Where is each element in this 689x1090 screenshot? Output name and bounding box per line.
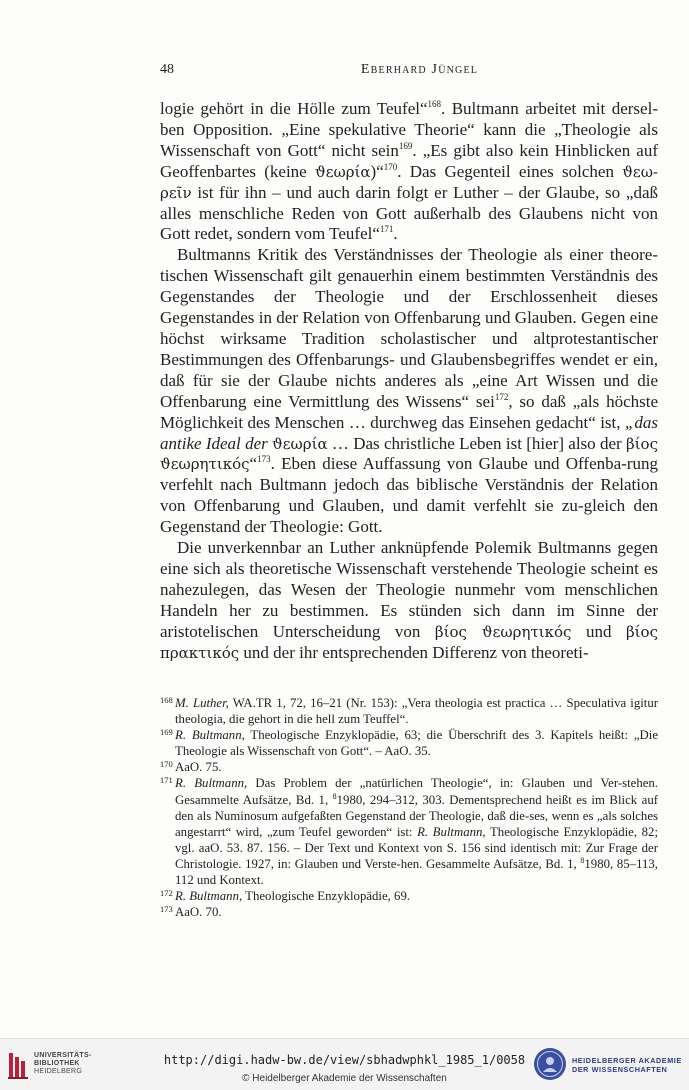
footnote-number: 168 xyxy=(160,695,173,705)
footnote-number: 171 xyxy=(160,775,173,786)
paragraph-2: Bultmanns Kritik des Verständnisses der Theologie als einer theore-tischen Wissenschaft gilt genauerhin einem bestimmten Verständnis des Gegenstandes der Theologie und der Erschlossenheit dieses Gegenstandes in der Relation von Offenbarung und Glauben. Gegen eine höchst wirksame Tradition scholastischer und altprotestantischer Bestimmungen des Offenbarungs- und Glaubensbegriffes wendet er ein, daß für sie der Glaube nichts anderes als „eine Art Wissen und die Offenbarung eine Vermittlung des Wissens“ sei$^{172}$, so daß „als höchste Möglichkeit des Menschen … durchweg das Einsehen gedacht“ ist, „das antike Ideal der ϑεωρία … Das christliche Leben ist [hier] also der βίος ϑεωρητικός“$^{173}$. Eben diese Auffassung von Glaube und Offenba-rung verfehlt nach Bultmann jedoch das biblische Verständnis der Relation von Offenbarung und Glauben, und damit verfehlt sie zu-gleich den Gegenstand der Theologie: Gott. xyxy=(160,245,658,537)
greek-term: ϑεωρία xyxy=(272,434,328,453)
footnote-number: 169 xyxy=(160,727,173,738)
footnote-169: 169 R. Bultmann, Theologische Enzyklopädie, 63; die Überschrift des 3. Kapitels heißt: „Die Theologie als Wissenschaft von Gott“. – AaO. 35. xyxy=(160,727,658,759)
footnote-ref-172[interactable]: 172 xyxy=(494,391,509,402)
footnotes xyxy=(160,695,658,920)
footnote-ref-169[interactable]: 169 xyxy=(398,140,413,151)
footnote-ref-173[interactable]: 173 xyxy=(257,454,271,465)
footnote-170: 170 AaO. 75. xyxy=(160,759,658,775)
running-head-author: Eberhard Jüngel xyxy=(360,62,479,77)
digitization-footer xyxy=(0,1038,689,1090)
footnote-ref-168[interactable]: 168 xyxy=(427,99,442,109)
footnote-172: 172 R. Bultmann, Theologische Enzyklopädie, 69. xyxy=(160,888,658,904)
paragraph-1: logie gehört in die Hölle zum Teufel“$^{168}$. Bultmann arbeitet mit dersel-ben Opposition. „Eine spekulative Theorie“ kann die „Theologie als Wissenschaft von Gott“ nicht sein$^{169}$. „Es gibt also kein Hinblicken auf Geoffenbartes (keine ϑεωρία)“$^{170}$. Das Gegenteil eines solchen ϑεω-ρεῖν ist für ihn – und auch darin folgt er Luther – der Glaube, so „daß alles menschliche Reden von Gott außerhalb des Glaubens nicht von Gott redet, sondern vom Teufel“$^{171}$. xyxy=(160,99,658,244)
page-number: 48 xyxy=(160,62,174,77)
footnote-168: 168 M. Luther, WA.TR 1, 72, 16–21 (Nr. 153): „Vera theologia est practica … Speculativa igitur theologia, die gehort in die hell zum Teuffel“. xyxy=(160,695,658,727)
footnote-ref-170[interactable]: 170 xyxy=(383,161,398,172)
footnote-number: 170 xyxy=(160,759,173,770)
greek-term: βίος πρακτικός xyxy=(160,622,658,662)
academy-name: HEIDELBERGER AKADEMIE DER WISSENSCHAFTEN xyxy=(572,1056,682,1074)
library-name: UNIVERSITÄTS- BIBLIOTHEK HEIDELBERG xyxy=(34,1052,92,1075)
academy-seal-icon xyxy=(533,1047,567,1081)
copyright-notice: © Heidelberger Akademie der Wissenschaften xyxy=(242,1073,447,1084)
footnote-number: 172 xyxy=(160,888,173,899)
footnote-number: 173 xyxy=(160,904,173,915)
source-url-link[interactable]: http://digi.hadw-bw.de/view/sbhadwphkl_1985_1/0058 xyxy=(163,1053,526,1067)
italic-quote: „das antike Ideal der xyxy=(160,412,658,453)
greek-term: βίος ϑεωρητικός xyxy=(160,434,658,474)
main-text xyxy=(160,99,658,663)
footnote-171: 171 R. Bultmann, Das Problem der „natürlichen Theologie“, in: Glauben und Ver-stehen. Gesammelte Aufsätze, Bd. 1, $^8$1980, 294–312, 303. Dementsprechend heißt es im Blick auf den als Numinosum aufgefaßten Gegenstand der Theologie, daß die-ses, wenn es „als solches angestarrt“ wird, „zum Teufel geworden“ ist: R. Bultmann, Theologische Enzyklopädie, 82; vgl. aaO. 53. 87. 156. – Der Text und Kontext von S. 156 sind identisch mit: Zur Frage der Christologie. 1927, in: Glauben und Verste-hen. Gesammelte Aufsätze, Bd. 1, $^8$1980, 85–113, 112 und Kontext. xyxy=(160,775,658,888)
greek-term: ϑεωρία xyxy=(314,162,371,181)
footnote-173: 173 AaO. 70. xyxy=(160,904,658,920)
running-header xyxy=(160,62,659,80)
greek-term: βίος ϑεωρητικός xyxy=(434,622,572,641)
paragraph-3: Die unverkennbar an Luther anknüpfende Polemik Bultmanns gegen eine sich als theoretische Wissenschaft verstehende Theologie scheint es nahezulegen, das Wesen der Theologie nunmehr vom menschlichen Handeln her zu bestimmen. Es stünden sich dann im Sinne der aristotelischen Unterscheidung von βίος ϑεωρητικός und βίος πρακτικός und der ihr entsprechenden Differenz von theoreti- xyxy=(160,538,658,662)
greek-term: ϑεω-ρεῖν xyxy=(160,162,658,202)
footnote-ref-171[interactable]: 171 xyxy=(379,224,394,235)
